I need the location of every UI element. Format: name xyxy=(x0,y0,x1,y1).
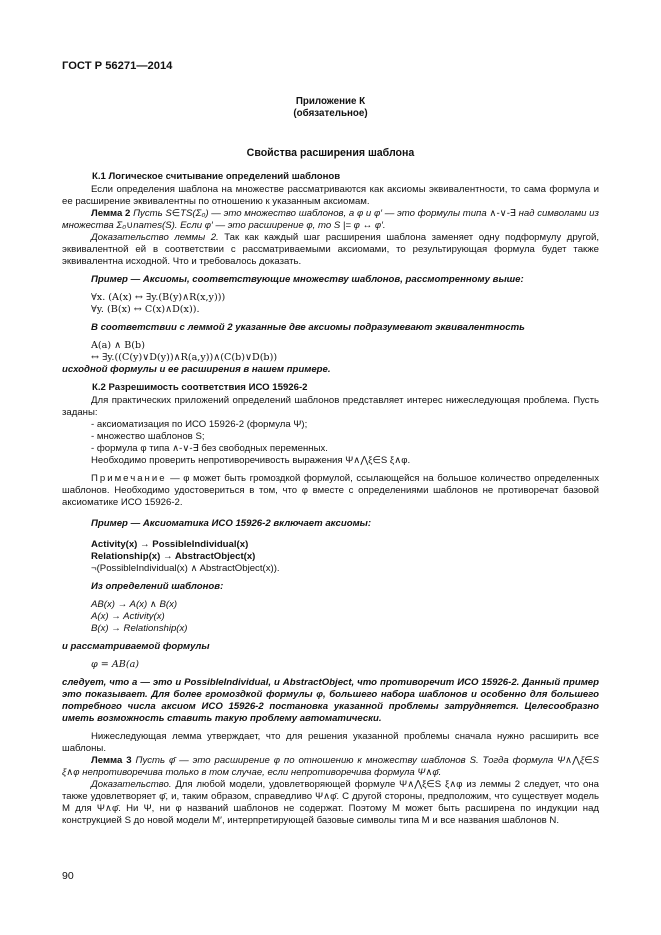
axiom-b: Relationship(x) → AbstractObject(x) xyxy=(91,551,256,562)
k2-heading: К.2 Разрешимость соответствия ИСО 15926-2 xyxy=(92,382,308,393)
lemma3-proof xyxy=(62,779,599,827)
axiom-1: ∀x. (A(x) ↔ ∃y.(B(y)∧R(x,y))) xyxy=(91,292,226,303)
annex-type: (обязательное) xyxy=(293,108,368,119)
lemma3-label: Лемма 3 xyxy=(91,755,132,766)
proof-text: Так как каждый шаг расширения шаблона заменяет одну подформулу другой, эквивалентной ей в соответствии с рассматриваемыми аксиомами, то результирующая формула будет также эквивалентна исходной. Что и требовалось доказать. xyxy=(62,232,599,267)
k1-paragraph: Если определения шаблона на множестве рассматриваются как аксиомы эквивалентности, то сама формула и ее расширение эквивалентны по отношению к указанным аксиомам. xyxy=(62,184,599,207)
equivalence-2: ↔ ∃y.((C(y)∨D(y))∧R(a,y))∧(C(b)∨D(b)) xyxy=(91,352,278,363)
proof3-text: Для любой модели, удовлетворяющей формуле Ψ∧⋀ξ∈S ξ∧φ из леммы 2 следует, что она также удовлетворяет φ̄, и, таким образом, справедливо Ψ∧φ̄. С другой стороны, предположим, что существует модель M для Ψ∧φ̄. Ни Ψ, ни φ названий шаблонов не содержат. Поэтому M может быть расширена по индукции над конструкцией S до новой модели M′, интерпретирующей базовые символы типа M и все названия шаблонов N. xyxy=(62,779,599,826)
check-text: Необходимо проверить непротиворечивость выражения Ψ∧⋀ξ∈S ξ∧φ. xyxy=(91,455,411,466)
axiom-2: ∀y. (B(x) ↔ C(x)∧D(x)). xyxy=(91,304,200,315)
proof-label: Доказательство леммы 2. xyxy=(91,232,219,243)
axiom-c: ¬(PossibleIndividual(x) ∧ AbstractObject(x)). xyxy=(91,563,280,574)
lemma3 xyxy=(62,755,599,779)
page-number: 90 xyxy=(62,870,74,882)
formula: φ = AB(a) xyxy=(91,659,140,670)
note-label: Примечание xyxy=(91,473,167,484)
page-body xyxy=(62,96,599,827)
example1-title: Пример — Аксиомы, соответствующие множеству шаблонов, рассмотренному выше: xyxy=(91,274,524,285)
conclusion: следует, что a — это и PossibleIndividual, и AbstractObject, что противоречит ИСО 15926-2. Данный пример это показывает. Для более громоздкой формулы φ, большего набора шаблонов и особенно для большего потребного числа аксиом ИСО 15926-2 постановка указанной проблемы затрудняется. Целесообразно иметь возможность ставить такую проблему автоматически. xyxy=(62,677,599,724)
and-formula: и рассматриваемой формулы xyxy=(62,641,210,652)
lemma2-proof xyxy=(62,232,599,268)
conformity-text: В соответствии с леммой 2 указанные две аксиомы подразумевают эквивалентность xyxy=(91,322,525,333)
list-item: - множество шаблонов S; xyxy=(91,431,205,442)
equivalence-tail: исходной формулы и ее расширения в нашем примере. xyxy=(62,364,331,375)
lemma2-label: Лемма 2 xyxy=(91,208,131,219)
lemma3-intro: Нижеследующая лемма утверждает, что для решения указанной проблемы сначала нужно расширить все шаблоны. xyxy=(62,731,599,754)
k1-heading: К.1 Логическое считывание определений шаблонов xyxy=(92,171,341,182)
k2-paragraph: Для практических приложений определений шаблонов представляет интерес нижеследующая проблема. Пусть заданы: xyxy=(62,395,599,418)
definition-3: B(x) → Relationship(x) xyxy=(91,623,188,634)
axiom-a: Activity(x) → PossibleIndividual(x) xyxy=(91,539,249,550)
section-title: Свойства расширения шаблона xyxy=(246,147,415,159)
equivalence-1: A(a) ∧ B(b) xyxy=(91,340,145,351)
lemma3-text: Пусть φ̄ — это расширение φ по отношению к множеству шаблонов S. Тогда формула Ψ∧⋀ξ∈S ξ∧φ непротиворечива только в том случае, если непротиворечива формула Ψ∧φ̄. xyxy=(62,755,599,778)
definition-2: A(x) → Activity(x) xyxy=(91,611,165,622)
note-text: — φ может быть громоздкой формулой, ссылающейся на большое количество определенных шаблонов. Необходимо удостовериться в том, что φ вместе с определениями шаблонов не противоречат базовой аксиоматике ИСО 15926-2. xyxy=(62,473,599,508)
running-header: ГОСТ Р 56271—2014 xyxy=(62,60,173,72)
example2-title: Пример — Аксиоматика ИСО 15926-2 включает аксиомы: xyxy=(91,518,372,529)
definition-1: AB(x) → A(x) ∧ B(x) xyxy=(91,599,178,610)
lemma2-text: Пусть S∈TS(Σ₀) — это множество шаблонов, а φ и φ′ — это формулы типа ∧-∨-∃ над символами из множества Σ₀∪names(S). Если φ′ — это расширение φ, то S |= φ ↔ φ′. xyxy=(62,208,599,231)
list-item: - аксиоматизация по ИСО 15926-2 (формула Ψ); xyxy=(91,419,308,430)
note xyxy=(62,473,599,509)
from-definitions: Из определений шаблонов: xyxy=(91,581,224,592)
list-item: - формула φ типа ∧-∨-∃ без свободных переменных. xyxy=(91,443,328,454)
proof3-label: Доказательство. xyxy=(91,779,172,790)
lemma2 xyxy=(62,208,599,232)
annex-title: Приложение К xyxy=(295,96,366,107)
